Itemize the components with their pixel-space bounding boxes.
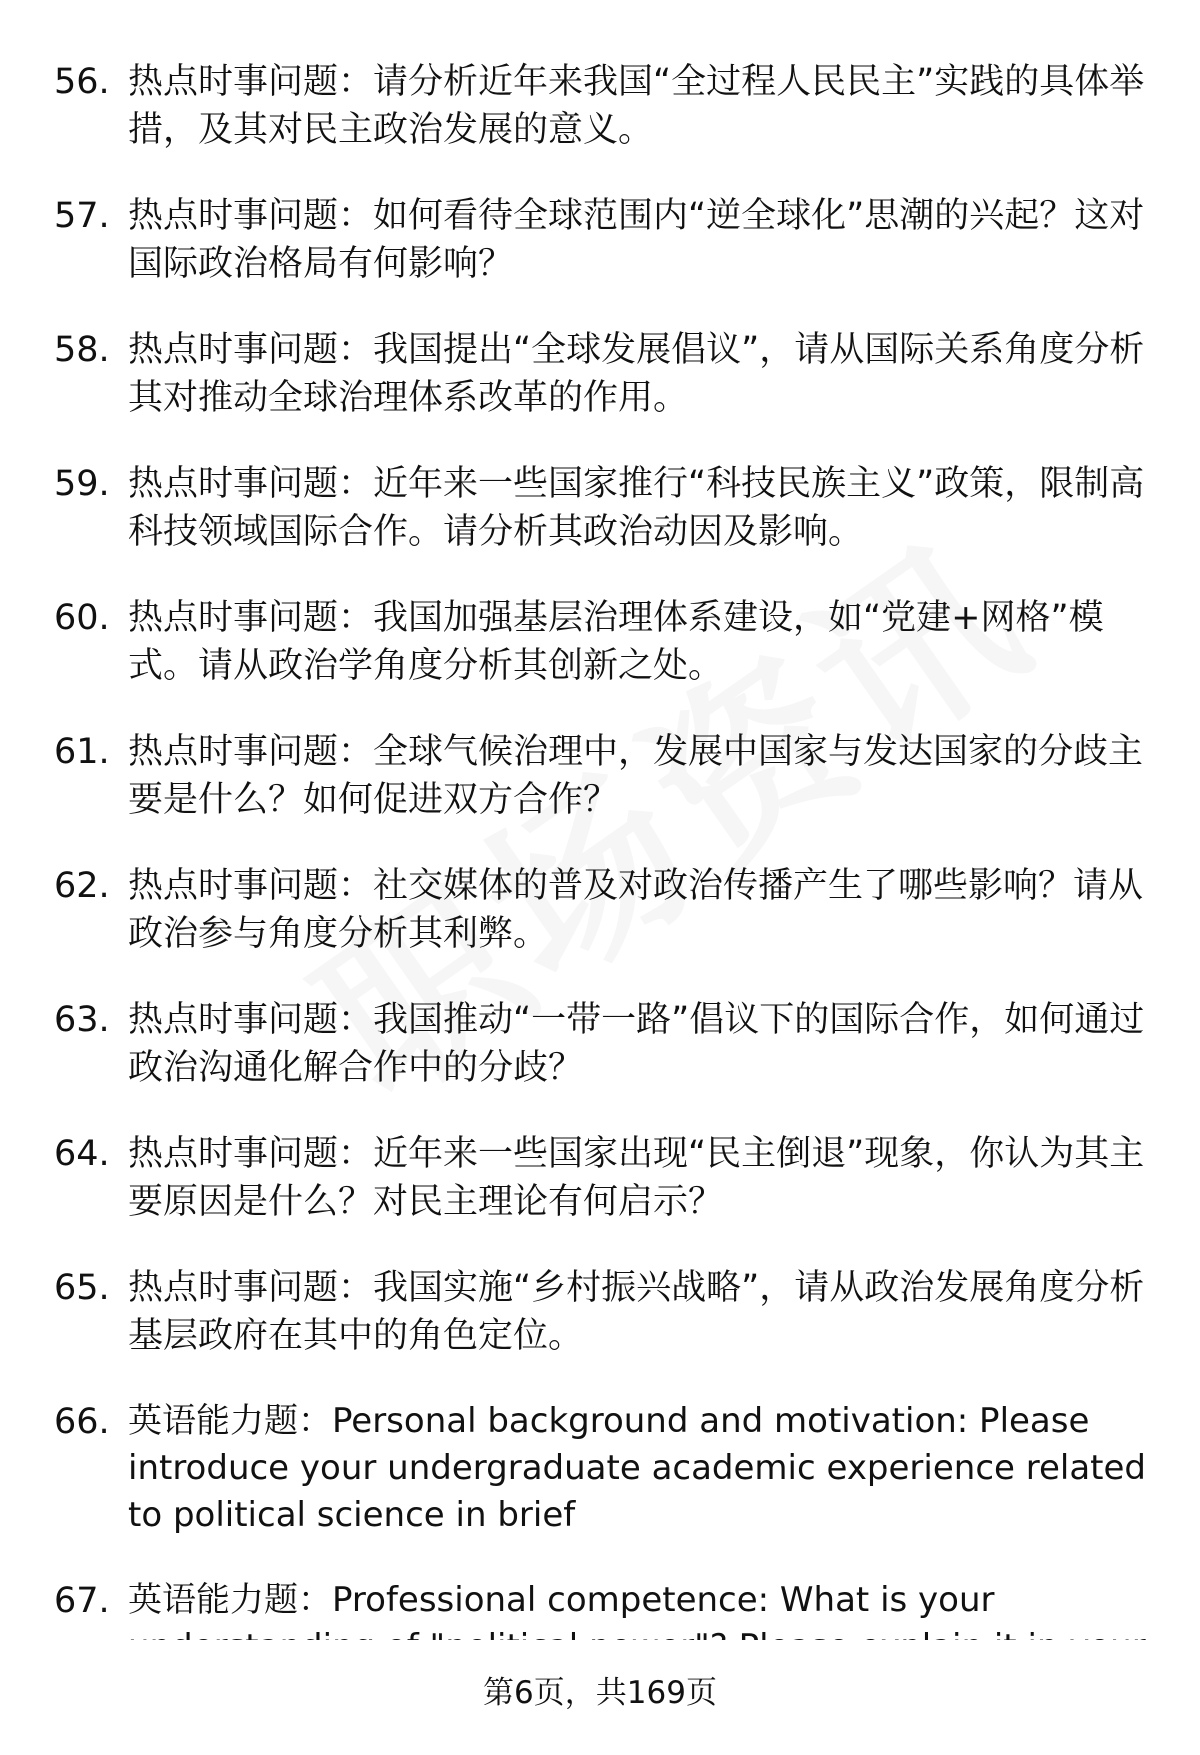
item-number: 67. xyxy=(54,1581,110,1621)
list-item xyxy=(0,192,1200,288)
list-item xyxy=(0,58,1200,154)
question-list xyxy=(0,58,1200,1709)
item-number: 65. xyxy=(54,1268,110,1308)
list-item xyxy=(0,460,1200,556)
item-number: 56. xyxy=(54,62,110,102)
item-text: 英语能力题：Personal background and motivation: Please introduce your undergraduate academic experience related to political science in brief xyxy=(128,1401,1147,1535)
item-number: 64. xyxy=(54,1134,110,1174)
list-item xyxy=(0,594,1200,690)
list-item xyxy=(0,326,1200,422)
page-bottom-margin xyxy=(0,1640,1200,1672)
item-number: 57. xyxy=(54,196,110,236)
item-text: 热点时事问题：如何看待全球范围内“逆全球化”思潮的兴起？这对国际政治格局有何影响？ xyxy=(128,196,1145,284)
list-item xyxy=(0,1264,1200,1360)
list-item xyxy=(0,996,1200,1092)
item-number: 63. xyxy=(54,1000,110,1040)
item-text: 热点时事问题：全球气候治理中，发展中国家与发达国家的分歧主要是什么？如何促进双方合作？ xyxy=(128,732,1144,820)
list-item xyxy=(0,1398,1200,1539)
item-number: 62. xyxy=(54,866,110,906)
list-item xyxy=(0,728,1200,824)
item-text: 热点时事问题：近年来一些国家推行“科技民族主义”政策，限制高科技领域国际合作。请分析其政治动因及影响。 xyxy=(128,464,1145,552)
item-text: 热点时事问题：我国加强基层治理体系建设，如“党建+网格”模式。请从政治学角度分析其创新之处。 xyxy=(128,598,1104,686)
item-text: 热点时事问题：我国推动“一带一路”倡议下的国际合作，如何通过政治沟通化解合作中的分歧？ xyxy=(128,1000,1145,1088)
list-item xyxy=(0,1130,1200,1226)
item-number: 60. xyxy=(54,598,110,638)
page-footer: 第6页，共169页 xyxy=(483,1675,717,1711)
item-text: 热点时事问题：我国实施“乡村振兴战略”，请从政治发展角度分析基层政府在其中的角色定位。 xyxy=(128,1268,1145,1356)
list-item xyxy=(0,862,1200,958)
item-number: 61. xyxy=(54,732,110,772)
item-number: 66. xyxy=(54,1402,110,1442)
item-text: 热点时事问题：社交媒体的普及对政治传播产生了哪些影响？请从政治参与角度分析其利弊。 xyxy=(128,866,1144,954)
item-text: 热点时事问题：请分析近年来我国“全过程人民民主”实践的具体举措，及其对民主政治发展的意义。 xyxy=(128,62,1145,150)
item-number: 58. xyxy=(54,330,110,370)
item-text: 热点时事问题：我国提出“全球发展倡议”，请从国际关系角度分析其对推动全球治理体系改革的作用。 xyxy=(128,330,1145,418)
item-text: 英语能力题：Professional competence: What is your xyxy=(128,1580,995,1620)
item-number: 59. xyxy=(54,464,110,504)
item-text: 热点时事问题：近年来一些国家出现“民主倒退”现象，你认为其主要原因是什么？对民主理论有何启示？ xyxy=(128,1134,1145,1222)
